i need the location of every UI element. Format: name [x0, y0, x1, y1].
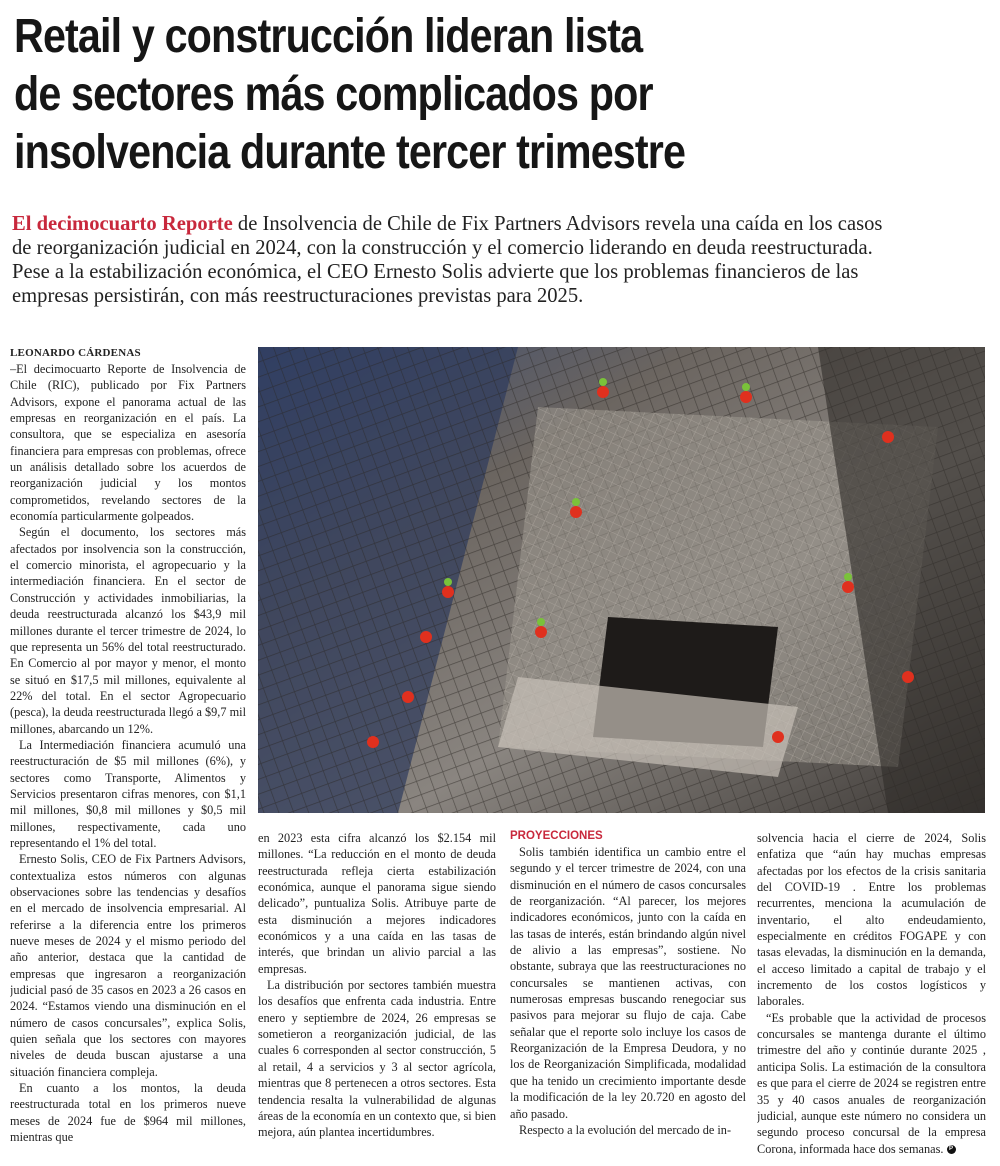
subheading: PROYECCIONES	[510, 830, 603, 842]
paragraph: solvencia hacia el cierre de 2024, Solis enfatiza que “aún hay muchas empresas afectadas por los efectos de la crisis sanitaria del COVID-19 . Entre los problemas recurrentes, menciona la acumulación de inventario, el alto endeudamiento, especialmente en créditos FOGAPE y con tasas elevadas, la disminución en la demanda, el acceso limitado a capital de trabajo y el incremento de los costos logísticos y laborales.	[757, 831, 986, 1009]
headline-line: de sectores más complicados por	[14, 68, 653, 121]
paragraph-text: “Es probable que la actividad de procesos concursales se mantenga durante el último trimestre del año y continúe durante 2025 , anticipa Solis. La estimación de la consultora es que para el cierre de 2024 se registren entre 35 y 40 casos anuales de reorganización judicial, aunque este número no considera un segundo proceso concursal de la empresa Corona, informada hace dos semanas.	[757, 1010, 986, 1156]
article-column-3	[510, 828, 746, 1166]
byline: LEONARDO CÁRDENAS	[10, 347, 141, 359]
paragraph: en 2023 esta cifra alcanzó los $2.154 mil millones. “La reducción en el monto de deuda reestructurada refleja cierta estabilización económica, aunque el panorama sigue siendo delicado”, puntualiza Solis. Atribuye parte de esta disminución a mejores indicadores económicos y a una caída en las tasas de interés, que brindan un alivio parcial a las empresas.	[258, 831, 496, 976]
paragraph: Según el documento, los sectores más afectados por insolvencia son la construcción, el comercio minorista, el agropecuario y la intermediación financiera. En el sector de Construcción y actividades inmobiliarias, la deuda reestructurada alcanzó los $43,9 mil millones durante el tercer trimestre de 2024, lo que representa un 56% del total reestructurado. En Comercio al por mayor y menor, el monto se situó en $17,5 mil millones, equivalente al 22% del total. En el sector Agropecuario (pesca), la deuda reestructurada llegó a $9,7 mil millones, abarcando un 12%.	[10, 525, 246, 736]
lead-highlight: El decimocuarto Reporte	[12, 213, 233, 235]
paragraph: La Intermediación financiera acumuló una reestructuración de $5 mil millones (6%), y sectores como Transporte, Alimentos y Servicios presentaron cifras menores, con $1,1 mil millones, $0,8 mil millones y $0,5 mil millones, respectivamente, cada uno representando el 1% del total.	[10, 737, 246, 850]
paragraph: Respecto a la evolución del mercado de in-	[519, 1122, 732, 1137]
construction-site-photo	[258, 347, 985, 813]
paragraph: –El decimocuarto Reporte de Insolvencia de Chile (RIC), publicado por Fix Partners Advisors, expone el panorama actual de las empresas en reorganización en el país. La consultora, que se especializa en asesoría financiera para empresas con problemas, ofrece un análisis detallado sobre los acuerdos de reorganización judicial y los montos comprometidos, revelando sectores de la economía particularmente golpeados.	[10, 362, 246, 524]
article-column-4	[757, 830, 986, 1166]
article-column-1	[10, 345, 246, 1165]
end-of-article-icon: P	[947, 1145, 956, 1154]
headline-line: insolvencia durante tercer trimestre	[14, 126, 686, 179]
lead-paragraph	[12, 212, 1000, 308]
lead-text: Pese a la estabilización económica, el CEO Ernesto Solis advierte que los problemas financieros de las	[12, 261, 859, 283]
lead-text: de Insolvencia de Chile de Fix Partners Advisors revela una caída en los casos	[232, 213, 883, 235]
paragraph: La distribución por sectores también muestra los desafíos que enfrenta cada industria. Entre enero y septiembre de 2024, 26 empresas se sometieron a reorganización judicial, de las cuales 6 corresponden al sector construcción, 5 al retail, 4 a servicios y 3 al sector agrícola, mientras que 8 pertenecen a otros sectores. Esta tendencia resalta la vulnerabilidad de algunas áreas de la economía en un contexto que, si bien mejora, aún plantea incertidumbres.	[258, 978, 496, 1140]
construction-photo-image	[258, 347, 985, 813]
lead-text: empresas persistirán, con más reestructuraciones previstas para 2025.	[12, 285, 584, 307]
article-column-2	[258, 830, 496, 1166]
lead-text: de reorganización judicial en 2024, con la construcción y el comercio liderando en deuda reestructurada.	[12, 237, 873, 259]
headline-line: Retail y construcción lideran lista	[14, 10, 643, 63]
paragraph: En cuanto a los montos, la deuda reestructurada total en los primeros nueve meses de 2024 fue de $964 mil millones, mientras que	[10, 1081, 246, 1145]
paragraph: Ernesto Solis, CEO de Fix Partners Advisors, contextualiza estos números con algunas observaciones sobre las tendencias y desafíos en el mercado de insolvencia empresarial. Al referirse a la diferencia entre los primeros nueve meses de 2024 y el mismo periodo del año anterior, destaca que la cantidad de empresas que ingresaron a reorganización judicial pasó de 35 casos en 2023 a 26 casos en 2024. “Estamos viendo una disminución en el número de casos concursales”, explica Solis, quien señala que los sectores con mayores niveles de deuda buscan ajustarse a una situación financiera compleja.	[10, 852, 246, 1079]
paragraph: Solis también identifica un cambio entre el segundo y el tercer trimestre de 2024, con una disminución en el número de casos concursales de reorganización. “Al parecer, los mejores indicadores económicos, junto con la caída en las tasas de interés, están brindando algún nivel de alivio a las empresas”, sostiene. No obstante, subraya que las reestructuraciones no concursales se mantienen activas, con numerosas empresas buscando renegociar sus pasivos para mejorar su flujo de caja. Cabe señalar que el reporte solo incluye los casos de Reorganización de la Empresa Deudora, y no los de Reorganización Simplificada, modalidad que ha tenido un crecimiento importante desde la modificación de la ley 20.720 en agosto del año pasado.	[510, 845, 746, 1121]
headline	[14, 8, 960, 182]
paragraph	[757, 1010, 986, 1157]
